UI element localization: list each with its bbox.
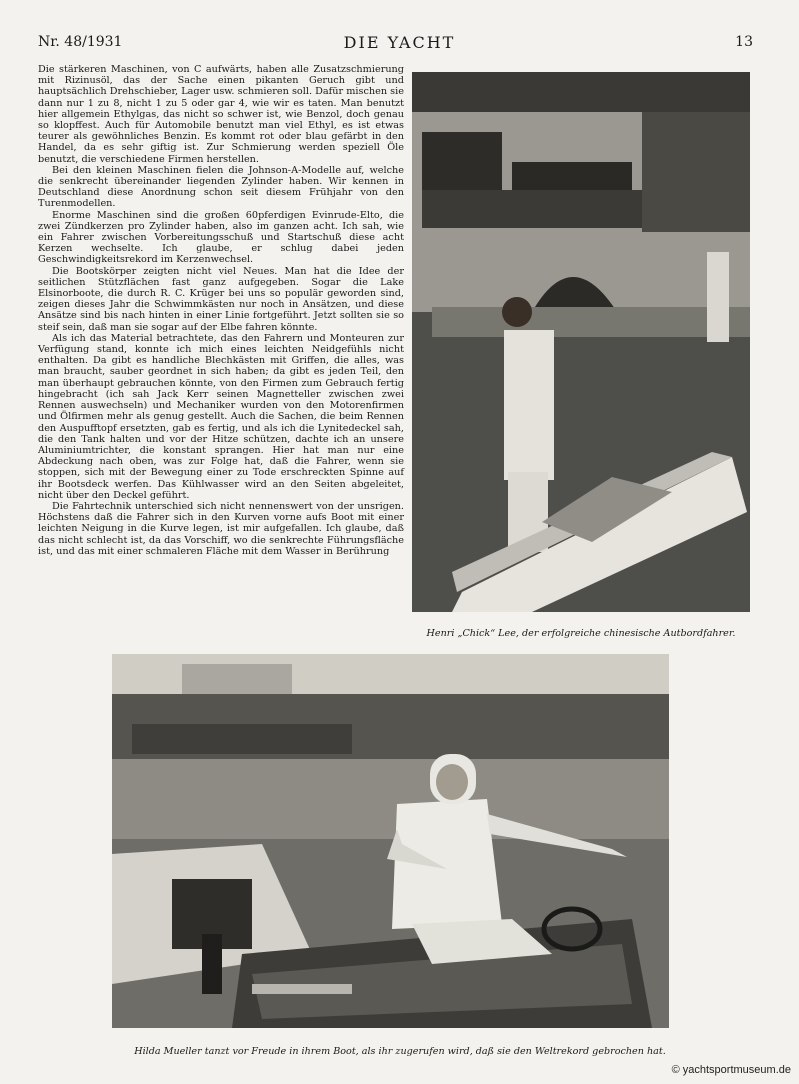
page-number: 13	[735, 34, 753, 50]
paragraph: Als ich das Material betrachtete, das den Fahrern und Monteuren zur Verfügung stand, konnte ich mich eines leichten Neidgefühls nicht enthalten. Da gibt es handliche Blechkästen mit Griffen, die alles, was man braucht, sauber geordnet in sich haben; da gibt es jeden Teil, den man überhaupt gebrauchen könnte, von den Firmen zum Gebrauch fertig hingebracht (ich sah Jack Kerr seinen Magnetteller zwischen zwei Rennen auswechseln) und Mechaniker wurden von den Motorenfirmen und Ölfirmen mehr als genug gestellt. Auch die Sachen, die beim Rennen den Auspufftopf ersetzten, gab es fertig, und als ich die Lynitedeckel sah, die den Tank halten und vor der Hitze schützen, dachte ich an unsere Aluminiumtrichter, die konstant sprangen. Hier hat man nur eine Abdeckung nach oben, was zur Folge hat, daß die Fahrer, wenn sie stoppen, sich mit der Bewegung einer zu Tode erschreckten Spinne auf ihr Bootsdeck werfen. Das Kühlwasser wird an den Seiten abgeleitet, nicht über den Deckel geführt.	[38, 332, 404, 501]
paragraph: Enorme Maschinen sind die großen 60pferdigen Evinrude-Elto, die zwei Zündkerzen pro Zylinder haben, also im ganzen acht. Ich sah, wie ein Fahrer zwischen Vorbereitungsschuß und Startschuß diese acht Kerzen wechselte. Ich glaube, er schlug dabei jeden Geschwindigkeitsrekord im Kerzenwechsel.	[38, 209, 404, 266]
photo-henri-chick-lee	[412, 72, 750, 612]
photo-henri-drawing	[412, 72, 750, 612]
magazine-title: DIE YACHT	[343, 33, 456, 52]
photo-hilda-drawing	[112, 654, 669, 1028]
caption-henri-lee: Henri „Chick“ Lee, der erfolgreiche chinesische Autbordfahrer.	[426, 628, 736, 639]
caption-hilda-mueller: Hilda Mueller tanzt vor Freude in ihrem Boot, als ihr zugerufen wird, daß sie den Weltrekord gebrochen hat.	[134, 1046, 666, 1057]
issue-number: Nr. 48/1931	[38, 34, 123, 50]
article-column	[38, 64, 404, 557]
watermark: © yachtsportmuseum.de	[671, 1064, 791, 1076]
paragraph: Bei den kleinen Maschinen fielen die Johnson-A-Modelle auf, welche die senkrecht übereinander liegenden Zylinder haben. Wir kennen in Deutschland diese Anordnung schon seit diesem Frühjahr von den Turenmodellen.	[38, 164, 404, 210]
paragraph: Die Fahrtechnik unterschied sich nicht nennenswert von der unsrigen. Höchstens daß die Fahrer sich in den Kurven vorne aufs Boot mit einer leichten Neigung in die Kurve legen, ist mir aufgefallen. Ich glaube, daß das nicht schlecht ist, da das Vorschiff, wo die senkrechte Führungsfläche ist, und das mit einer schmaleren Fläche mit dem Wasser in Berührung	[38, 500, 404, 557]
photo-hilda-mueller	[112, 654, 669, 1028]
paragraph: Die stärkeren Maschinen, von C aufwärts, haben alle Zusatzschmierung mit Rizinusöl, das der Sache einen pikanten Geruch gibt und hauptsächlich Drehschieber, Lager usw. schmieren soll. Dafür mischen sie dann nur 1 zu 8, nicht 1 zu 5 oder gar 4, wie wir es taten. Man benutzt hier allgemein Ethylgas, das nicht so schwer ist, wie Benzol, doch genau so klopffest. Auch für Automobile benutzt man viel Ethyl, es ist etwas teurer als gewöhnliches Benzin. Es kommt rot oder blau gefärbt in den Handel, da es sehr giftig ist. Zur Schmierung werden speziell Öle benutzt, die verschiedene Firmen herstellen.	[38, 64, 404, 165]
paragraph: Die Bootskörper zeigten nicht viel Neues. Man hat die Idee der seitlichen Stützflächen fast ganz aufgegeben. Sogar die Lake Elsinorboote, die durch R. C. Krüger bei uns so populär geworden sind, zeigen dieses Jahr die Schwimmkästen nur noch in Ansätzen, und diese Ansätze sind bis nach hinten in einer Linie fortgeführt. Jetzt sollten sie so steif sein, daß man sie sogar auf der Elbe fahren könnte.	[38, 265, 404, 333]
